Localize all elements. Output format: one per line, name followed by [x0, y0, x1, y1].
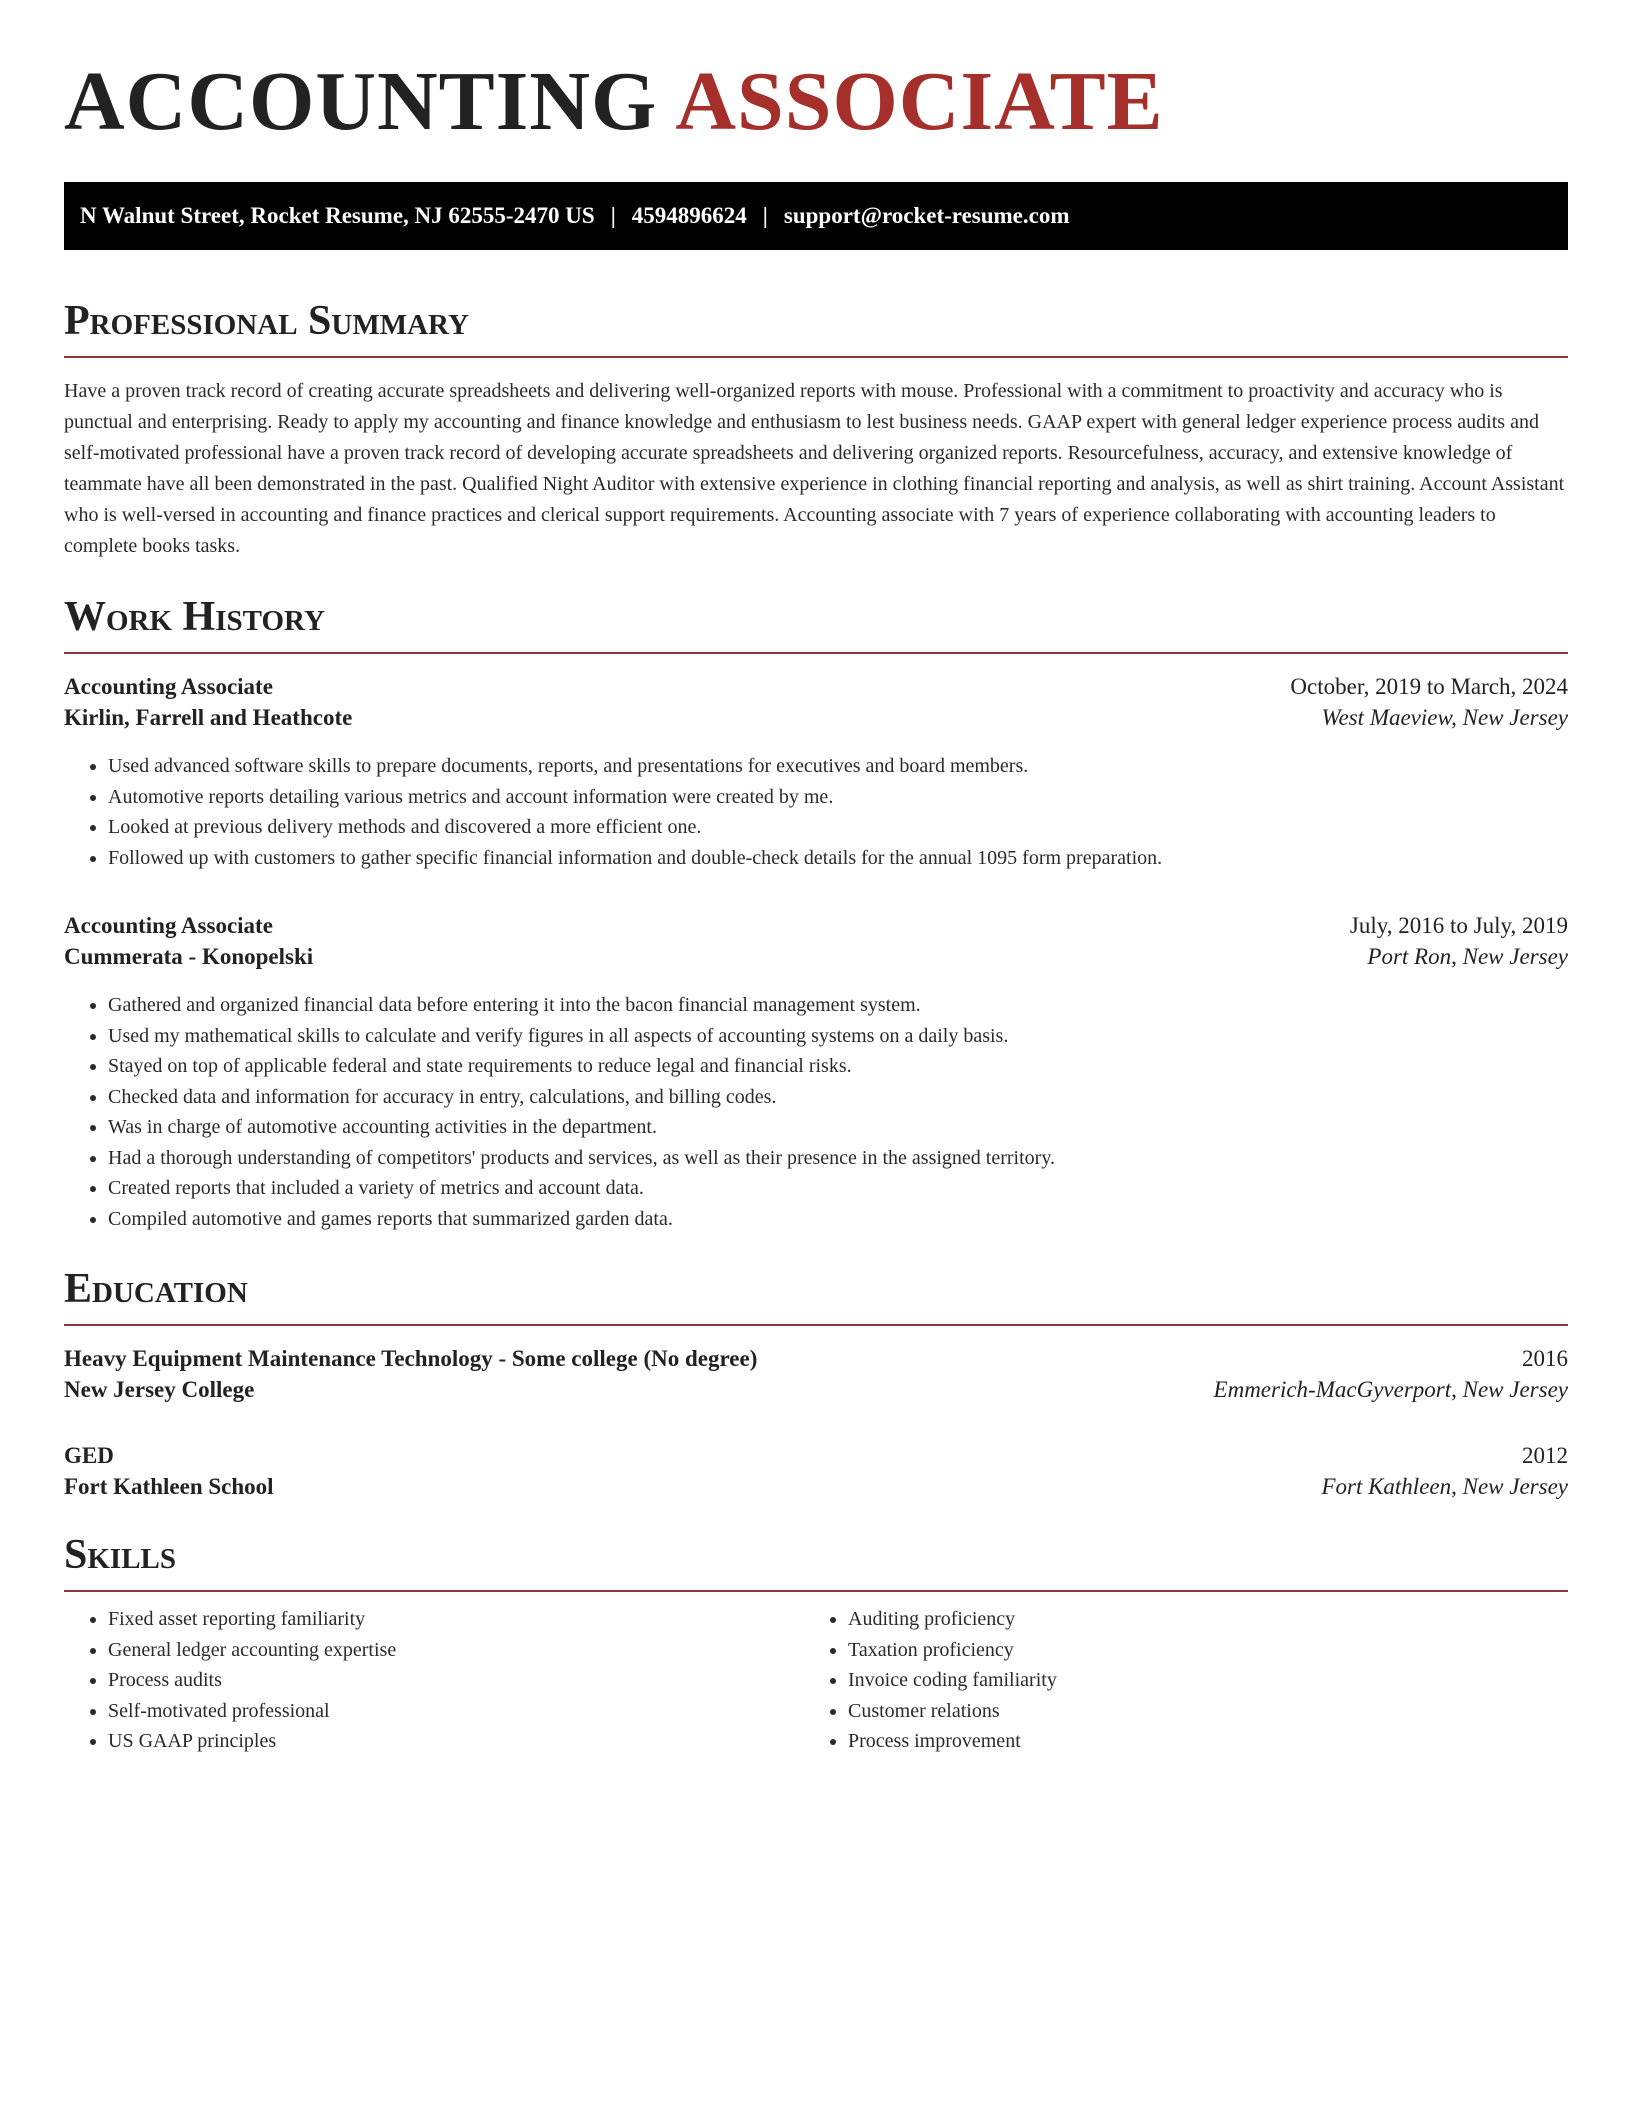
- graduation-year: 2012: [1522, 1443, 1568, 1468]
- skill-item: • Taxation proficiency: [848, 1635, 1544, 1666]
- contact-address: N Walnut Street, Rocket Resume, NJ 62555-2470 US: [80, 203, 595, 228]
- skills-list-right: [804, 1604, 1544, 1757]
- skill-item: • Self-motivated professional: [108, 1696, 804, 1727]
- job-duties-list: [64, 990, 1568, 1234]
- list-item: • Stayed on top of applicable federal and state requirements to reduce legal and financial risks.: [108, 1051, 1568, 1082]
- school-name: New Jersey College: [64, 1377, 255, 1402]
- school-name: Fort Kathleen School: [64, 1474, 274, 1499]
- contact-phone: 4594896624: [631, 203, 747, 228]
- school-location: Fort Kathleen, New Jersey: [1321, 1474, 1568, 1499]
- degree-name: Heavy Equipment Maintenance Technology - Some college (No degree): [64, 1346, 758, 1371]
- school-location: Emmerich-MacGyverport, New Jersey: [1213, 1377, 1568, 1402]
- education-section: [64, 1268, 1568, 1500]
- job-dates: July, 2016 to July, 2019: [1349, 913, 1568, 938]
- skill-item: • Auditing proficiency: [848, 1604, 1544, 1635]
- section-divider: [64, 1324, 1568, 1326]
- contact-bar: [64, 182, 1568, 250]
- contact-separator: |: [762, 203, 768, 228]
- contact-email: support@rocket-resume.com: [783, 203, 1070, 228]
- job-location: West Maeview, New Jersey: [1321, 705, 1568, 730]
- graduation-year: 2016: [1522, 1346, 1568, 1371]
- contact-separator: |: [610, 203, 616, 228]
- list-item: • Followed up with customers to gather specific financial information and double-check details for the annual 1095 form preparation.: [108, 843, 1568, 874]
- job-title: Accounting Associate: [64, 674, 273, 699]
- section-divider: [64, 356, 1568, 358]
- list-item: • Had a thorough understanding of competitors' products and services, as well as their presence in the assigned territory.: [108, 1143, 1568, 1174]
- company-name: Cummerata - Konopelski: [64, 944, 314, 969]
- job-duties-list: [64, 751, 1568, 873]
- job-entry: [64, 674, 1568, 873]
- list-item: • Used my mathematical skills to calculate and verify figures in all aspects of accounting systems on a daily basis.: [108, 1021, 1568, 1052]
- summary-text: Have a proven track record of creating accurate spreadsheets and delivering well-organized reports with mouse. Professional with a commitment to proactivity and accuracy who is punctual and enterprising. Ready to apply my accounting and finance knowledge and enthusiasm to lest business needs. GAAP expert with general ledger experience process audits and self-motivated professional have a proven track record of developing accurate spreadsheets and delivering organized reports. Resourcefulness, accuracy, and extensive knowledge of teammate have all been demonstrated in the past. Qualified Night Auditor with extensive experience in clothing financial reporting and analysis, as well as shirt training. Account Assistant who is well-versed in accounting and finance practices and clerical support requirements. Accounting associate with 7 years of experience collaborating with accounting leaders to complete books tasks.: [64, 380, 1565, 557]
- skill-item: • Customer relations: [848, 1696, 1544, 1727]
- title-word-accent: ASSOCIATE: [675, 55, 1164, 148]
- job-title: Accounting Associate: [64, 913, 273, 938]
- job-entry: [64, 913, 1568, 1234]
- section-divider: [64, 1590, 1568, 1592]
- education-entry: [64, 1346, 1568, 1403]
- section-heading: Work History: [64, 594, 325, 640]
- degree-name: GED: [64, 1443, 114, 1468]
- company-name: Kirlin, Farrell and Heathcote: [64, 705, 353, 730]
- skills-section: [64, 1534, 1568, 1757]
- job-dates: October, 2019 to March, 2024: [1290, 674, 1568, 699]
- section-heading: Skills: [64, 1532, 177, 1578]
- job-location: Port Ron, New Jersey: [1367, 944, 1568, 969]
- skill-item: • US GAAP principles: [108, 1726, 804, 1757]
- skill-item: • Process audits: [108, 1665, 804, 1696]
- skill-item: • Invoice coding familiarity: [848, 1665, 1544, 1696]
- title-word-primary: ACCOUNTING: [64, 55, 658, 148]
- list-item: • Was in charge of automotive accounting activities in the department.: [108, 1112, 1568, 1143]
- list-item: • Used advanced software skills to prepare documents, reports, and presentations for executives and board members.: [108, 751, 1568, 782]
- list-item: • Checked data and information for accuracy in entry, calculations, and billing codes.: [108, 1082, 1568, 1113]
- professional-summary-section: [64, 300, 1568, 562]
- list-item: • Looked at previous delivery methods and discovered a more efficient one.: [108, 812, 1568, 843]
- section-divider: [64, 652, 1568, 654]
- work-history-section: [64, 596, 1568, 1234]
- skills-list-left: [64, 1604, 804, 1757]
- list-item: • Compiled automotive and games reports that summarized garden data.: [108, 1204, 1568, 1235]
- section-heading: Education: [64, 1266, 248, 1312]
- list-item: • Gathered and organized financial data before entering it into the bacon financial management system.: [108, 990, 1568, 1021]
- section-heading: Professional Summary: [64, 298, 469, 344]
- skill-item: • General ledger accounting expertise: [108, 1635, 804, 1666]
- skill-item: • Fixed asset reporting familiarity: [108, 1604, 804, 1635]
- list-item: • Created reports that included a variety of metrics and account data.: [108, 1173, 1568, 1204]
- education-entry: [64, 1443, 1568, 1500]
- skills-columns: [64, 1604, 1568, 1757]
- resume-title: [64, 55, 1568, 148]
- list-item: • Automotive reports detailing various metrics and account information were created by me.: [108, 782, 1568, 813]
- skill-item: • Process improvement: [848, 1726, 1544, 1757]
